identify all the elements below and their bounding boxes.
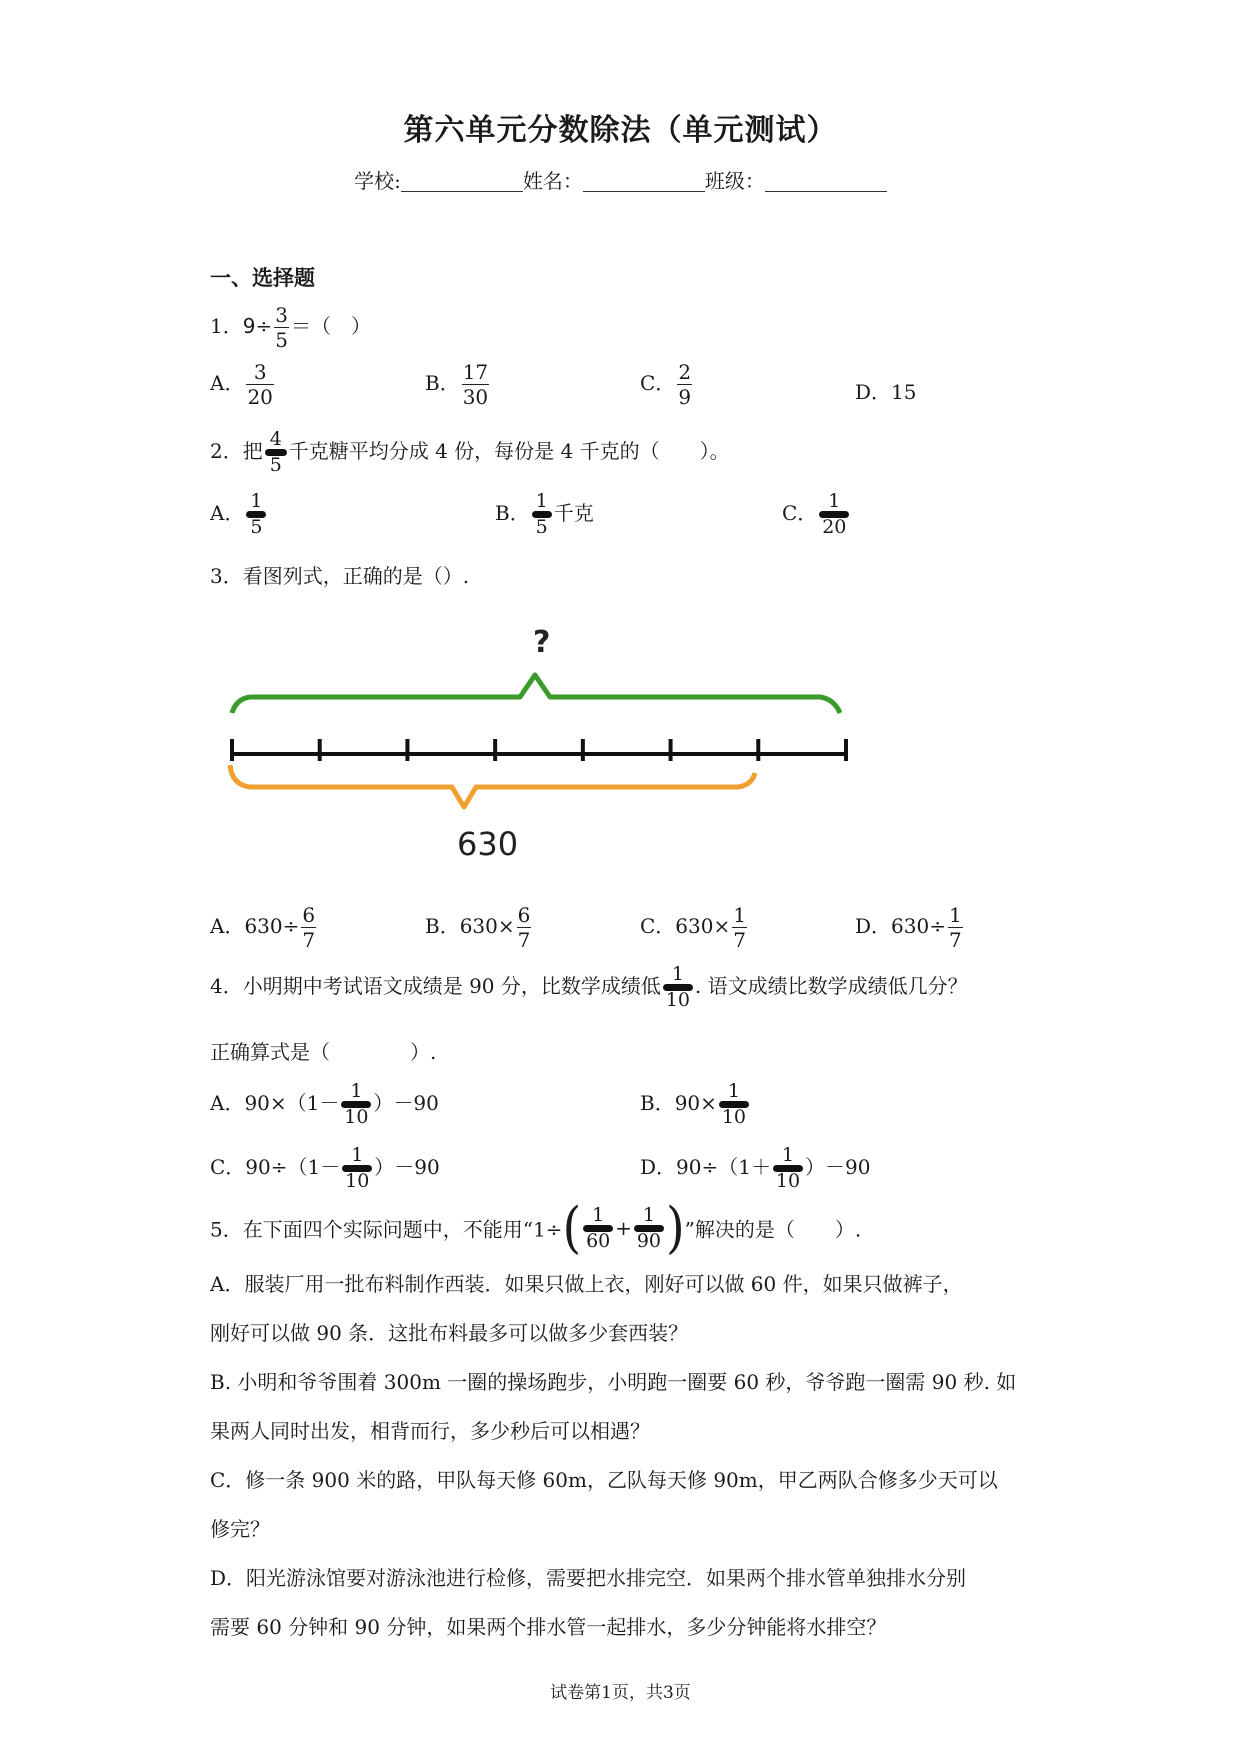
q1-c-fraction: $\frac{2}{9}$: [678, 360, 692, 409]
q5-option-d-line2: 需要 60 分钟和 90 分钟，如果两个排水管一起排水，多少分钟能将水排空？: [210, 1615, 887, 1639]
page-footer: 试卷第1页，共3页: [550, 1683, 691, 1703]
q2-option-a[interactable]: A． 1 5: [210, 492, 268, 537]
question-1: [210, 305, 371, 350]
q5-option-a-line1[interactable]: A．服装厂用一批布料制作西装．如果只做上衣，刚好可以做 60 件，如果只做裤子，: [210, 1272, 963, 1296]
q1-divide-sign: ÷: [255, 314, 273, 338]
q3-option-c[interactable]: C．630× $\frac{1}{7}$: [640, 903, 746, 952]
q3-d-fraction: $\frac{1}{7}$: [948, 903, 962, 952]
section-heading: 一、选择题: [210, 266, 315, 290]
question-5: 5．在下面四个实际问题中，不能用“1÷( 1 60 + 1 90 )”解决的是（ ）.: [210, 1195, 862, 1261]
page-title: 第六单元分数除法（单元测试）: [403, 113, 838, 148]
q5-option-d-line1[interactable]: D．阳光游泳馆要对游泳池进行检修，需要把水排完空．如果两个排水管单独排水分别: [210, 1566, 967, 1590]
q3-line-diagram: [220, 615, 860, 865]
question-mark: ?: [533, 625, 551, 660]
q5-option-b-line1[interactable]: B. 小明和爷爷围着 300m 一圈的操场跑步，小明跑一圈要 60 秒，爷爷跑一圈需 90 秒. 如: [210, 1370, 1017, 1394]
q5-option-b-line2: 果两人同时出发，相背而行，多少秒后可以相遇？: [210, 1419, 650, 1443]
name-label: 姓名：: [522, 169, 583, 193]
question-2: 2．把 4 5 千克糖平均分成 4 份，每份是 4 千克的（ ）。: [210, 428, 730, 476]
green-brace: [232, 675, 840, 713]
q3-option-b[interactable]: B．630× $\frac{6}{7}$: [425, 903, 531, 952]
tick-marks: [232, 739, 846, 761]
name-blank[interactable]: [583, 171, 705, 192]
q4-option-a[interactable]: A．90×（1－ 1 10 ）－90: [210, 1080, 439, 1128]
q2-option-b[interactable]: B． 1 5 千克: [495, 490, 594, 538]
q3-option-d[interactable]: D．630÷ $\frac{1}{7}$: [855, 903, 962, 952]
q2-b-fraction: 1 5: [532, 492, 552, 537]
q1-a-fraction: $\frac{3}{20}$: [247, 360, 273, 409]
q5-option-c-line1[interactable]: C．修一条 900 米的路，甲队每天修 60m，乙队每天修 90m，甲乙两队合修多少天可以: [210, 1468, 998, 1492]
q1-option-a[interactable]: A． $\frac{3}{20}$: [210, 360, 273, 409]
student-info: [0, 165, 1241, 194]
q4-option-d[interactable]: D．90÷（1＋ 1 10 ）－90: [640, 1144, 871, 1192]
q5-option-a-line2: 刚好可以做 90 条．这批布料最多可以做多少套西装？: [210, 1321, 689, 1345]
q2-c-fraction: 1 20: [819, 492, 849, 537]
q1-option-c[interactable]: C． $\frac{2}{9}$: [640, 360, 692, 409]
q1-b-fraction: $\frac{17}{30}$: [462, 360, 489, 409]
q1-tail: ＝（ ）: [290, 314, 371, 338]
q3-a-fraction: $\frac{6}{7}$: [302, 903, 316, 952]
q3-option-a[interactable]: A．630÷ $\frac{6}{7}$: [210, 903, 316, 952]
q1-dividend: 9: [242, 314, 256, 338]
q2-a-fraction: 1 5: [246, 492, 266, 537]
bottom-label: 630: [457, 825, 519, 863]
q3-c-fraction: $\frac{1}{7}$: [733, 903, 746, 952]
q4-fraction: 1 10: [663, 965, 693, 1010]
question-4: 4．小明期中考试语文成绩是 90 分，比数学成绩低 1 10 . 语文成绩比数学成绩低几分？: [210, 963, 968, 1011]
class-label: 班级：: [704, 169, 765, 193]
q4-line-2: 正确算式是（ ）.: [210, 1040, 437, 1064]
q1-fraction: $\frac{3}{5}$: [275, 303, 288, 352]
q1-option-d[interactable]: D．15: [855, 380, 917, 404]
q4-option-b[interactable]: B．90× 1 10: [640, 1082, 751, 1127]
question-3: 3．看图列式，正确的是（）.: [210, 564, 470, 588]
school-label: 学校:: [354, 169, 401, 193]
orange-brace: [230, 765, 755, 807]
class-blank[interactable]: [765, 171, 887, 192]
school-blank[interactable]: [401, 171, 523, 192]
q4-option-c[interactable]: C．90÷（1－ 1 10 ）－90: [210, 1144, 440, 1192]
q2-fraction: 4 5: [265, 430, 287, 475]
q1-option-b[interactable]: B． $\frac{17}{30}$: [425, 360, 489, 409]
q1-number: 1．: [210, 314, 243, 338]
q2-option-c[interactable]: C． 1 20: [782, 492, 851, 537]
q5-option-c-line2: 修完？: [210, 1517, 270, 1541]
q3-b-fraction: $\frac{6}{7}$: [517, 903, 531, 952]
